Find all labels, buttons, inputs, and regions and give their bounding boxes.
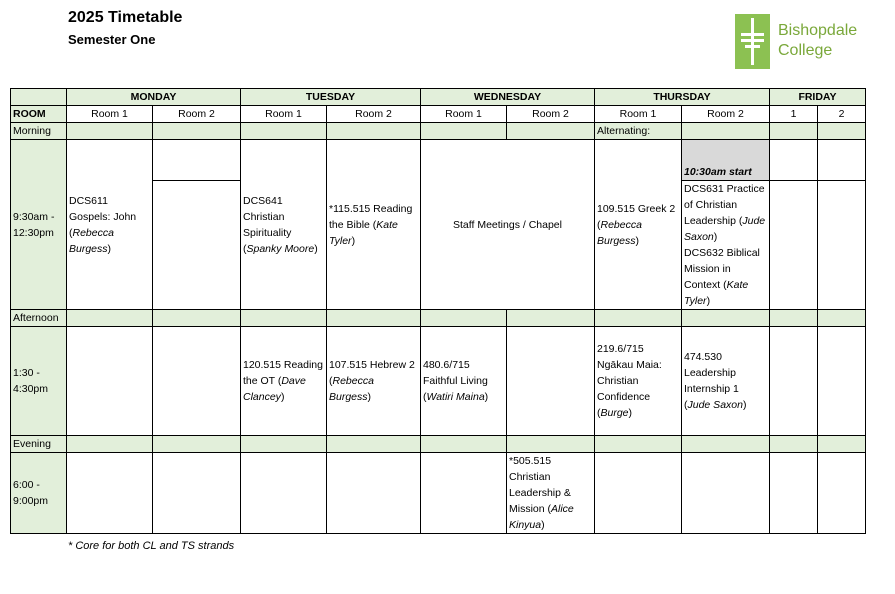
evening-label: Evening [11, 436, 67, 453]
room-label: ROOM [11, 106, 67, 123]
morning-time: 9:30am - 12:30pm [11, 140, 67, 310]
evening-row [11, 453, 866, 534]
course-cell: 109.515 Greek 2 (Rebecca Burgess) [595, 140, 682, 310]
afternoon-time: 1:30 - 4:30pm [11, 327, 67, 436]
morning-row [11, 140, 866, 181]
course-cell: DCS611 Gospels: John (Rebecca Burgess) [67, 140, 153, 310]
footnote: * Core for both CL and TS strands [68, 540, 235, 552]
day-wednesday: WEDNESDAY [421, 89, 595, 106]
evening-band [11, 436, 866, 453]
tue-room-2: Room 2 [327, 106, 421, 123]
course-cell: 120.515 Reading the OT (Dave Clancey) [241, 327, 327, 436]
mon-room-1: Room 1 [67, 106, 153, 123]
day-tuesday: TUESDAY [241, 89, 421, 106]
college-logo [735, 13, 857, 69]
day-friday: FRIDAY [770, 89, 866, 106]
course-cell: 219.6/715 Ngākau Maia: Christian Confidence (Burge) [595, 327, 682, 436]
fri-room-1: 1 [770, 106, 818, 123]
wed-room-2: Room 2 [507, 106, 595, 123]
afternoon-row [11, 327, 866, 436]
evening-time: 6:00 - 9:00pm [11, 453, 67, 534]
afternoon-band [11, 310, 866, 327]
morning-band [11, 123, 866, 140]
staff-meetings-cell: Staff Meetings / Chapel [421, 140, 595, 310]
room-header-row [11, 106, 866, 123]
day-monday: MONDAY [67, 89, 241, 106]
thu-room-1: Room 1 [595, 106, 682, 123]
course-cell: DCS631 Practice of Christian Leadership (Jude Saxon) DCS632 Biblical Mission in Context (Kate Tyler) [682, 181, 770, 310]
start-note: 10:30am start [684, 166, 752, 178]
fri-room-2: 2 [818, 106, 866, 123]
day-header-row [11, 89, 866, 106]
course-cell: 474.530 Leadership Internship 1 (Jude Saxon) [682, 327, 770, 436]
afternoon-label: Afternoon [11, 310, 67, 327]
course-cell: DCS641 Christian Spirituality (Spanky Moore) [241, 140, 327, 310]
logo-text: Bishopdale College [778, 22, 858, 59]
thu-room-2: Room 2 [682, 106, 770, 123]
course-cell: 107.515 Hebrew 2 (Rebecca Burgess) [327, 327, 421, 436]
day-thursday: THURSDAY [595, 89, 770, 106]
mon-room-2: Room 2 [153, 106, 241, 123]
tue-room-1: Room 1 [241, 106, 327, 123]
course-cell: 480.6/715 Faithful Living (Watiri Maina) [421, 327, 507, 436]
cross-icon [735, 14, 770, 69]
course-cell: *115.515 Reading the Bible (Kate Tyler) [327, 140, 421, 310]
wed-room-1: Room 1 [421, 106, 507, 123]
timetable [10, 88, 866, 534]
morning-label: Morning [11, 123, 67, 140]
course-cell: *505.515 Christian Leadership & Mission (Alice Kinyua) [507, 453, 595, 534]
page-subtitle: Semester One [68, 32, 156, 47]
alternating-label: Alternating: [595, 123, 682, 140]
start-note-cell [682, 140, 770, 181]
page-title: 2025 Timetable [68, 9, 183, 26]
